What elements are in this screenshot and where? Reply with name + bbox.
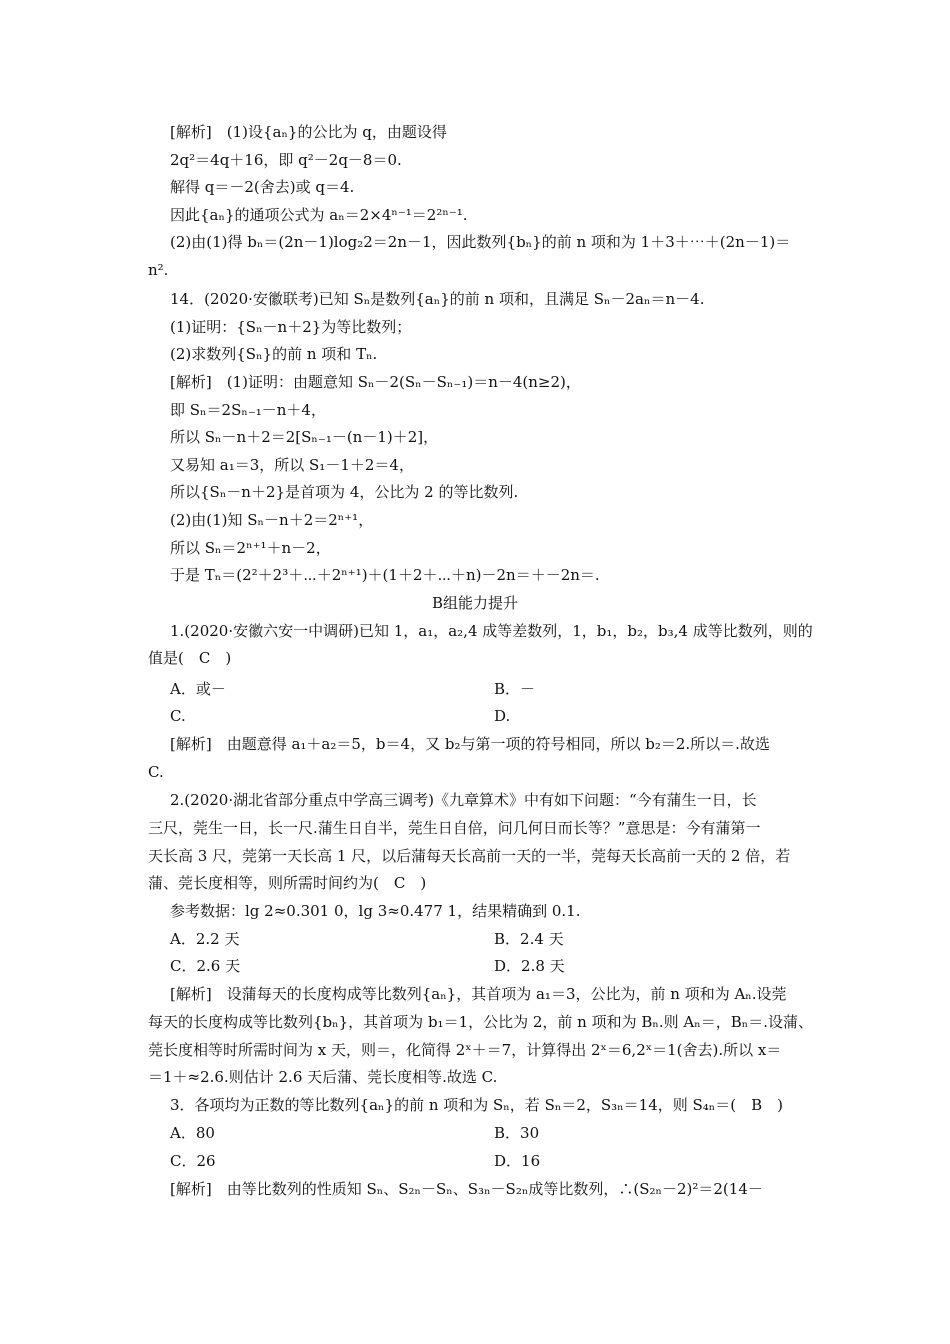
text-line: 每天的长度构成等比数列{bₙ}，其首项为 b₁＝1，公比为 2，前 n 项和为 Bₙ.则 Aₙ＝，Bₙ＝.设蒲、 bbox=[148, 1013, 814, 1031]
text-line: [解析] (1)证明：由题意知 Sₙ－2(Sₙ－Sₙ₋₁)＝n－4(n≥2)， bbox=[170, 373, 581, 391]
text-line: 所以{Sₙ－n＋2}是首项为 4，公比为 2 的等比数列. bbox=[170, 483, 519, 501]
text-line: [解析] 由等比数列的性质知 Sₙ、S₂ₙ－Sₙ、S₃ₙ－S₂ₙ成等比数列，∴(S₂ₙ－2)²＝2(14－ bbox=[170, 1180, 763, 1198]
text-line: 天长高 3 尺，莞第一天长高 1 尺，以后蒲每天长高前一天的一半，莞每天长高前一天的 2 倍，若 bbox=[148, 847, 791, 865]
option-a: A．80 bbox=[170, 1124, 215, 1142]
section-title: B组能力提升 bbox=[431, 594, 519, 612]
text-line: C. bbox=[148, 763, 164, 781]
text-line: (2)由(1)知 Sₙ－n＋2＝2ⁿ⁺¹， bbox=[170, 511, 374, 529]
text-line: ＝1＋≈2.6.则估计 2.6 天后蒲、莞长度相等.故选 C. bbox=[148, 1068, 498, 1086]
text-line: [解析] 由题意得 a₁＋a₂＝5，b＝4，又 b₂与第一项的符号相同，所以 b₂＝2.所以＝.故选 bbox=[170, 735, 770, 753]
text-line: 2q²＝4q＋16，即 q²－2q－8＝0. bbox=[170, 151, 402, 169]
question-1: 1.(2020·安徽六安一中调研)已知 1，a₁，a₂,4 成等差数列，1，b₁，b₂，b₃,4 成等比数列，则的 bbox=[170, 622, 813, 640]
question-2: 2.(2020·湖北省部分重点中学高三调考)《九章算术》中有如下问题：“今有蒲生一日，长 bbox=[170, 791, 757, 809]
text-line: [解析] 设蒲每天的长度构成等比数列{aₙ}，其首项为 a₁＝3，公比为，前 n 项和为 Aₙ.设莞 bbox=[170, 985, 787, 1003]
option-d: D．2.8 天 bbox=[494, 957, 565, 975]
option-b: B．30 bbox=[494, 1124, 540, 1142]
text-line: (2)由(1)得 bₙ＝(2n－1)log₂2＝2n－1，因此数列{bₙ}的前 n 项和为 1＋3＋⋯＋(2n－1)＝ bbox=[170, 233, 791, 251]
option-d: D. bbox=[494, 707, 511, 725]
question-3: 3．各项均为正数的等比数列{aₙ}的前 n 项和为 Sₙ，若 Sₙ＝2，S₃ₙ＝14，则 S₄ₙ＝( B ) bbox=[170, 1096, 784, 1114]
text-line: 解得 q＝－2(舍去)或 q＝4. bbox=[170, 178, 355, 196]
option-c: C．26 bbox=[170, 1152, 216, 1170]
text-line: 参考数据：lg 2≈0.301 0，lg 3≈0.477 1，结果精确到 0.1. bbox=[170, 902, 581, 920]
text-line: 三尺，莞生一日，长一尺.蒲生日自半，莞生日自倍，问几何日而长等？”意思是：今有蒲第一 bbox=[148, 819, 761, 837]
text-line: 所以 Sₙ＝2ⁿ⁺¹＋n－2， bbox=[170, 539, 331, 557]
text-line: 蒲、莞长度相等，则所需时间约为( C ) bbox=[148, 874, 427, 892]
text-line: 莞长度相等时所需时间为 x 天，则＝，化简得 2ˣ＋＝7，计算得出 2ˣ＝6,2ˣ＝1(舍去).所以 x＝ bbox=[148, 1041, 782, 1059]
text-line: 因此{aₙ}的通项公式为 aₙ＝2×4ⁿ⁻¹＝2²ⁿ⁻¹. bbox=[170, 206, 468, 224]
option-b: B．－ bbox=[494, 680, 536, 698]
question-14: 14．(2020·安徽联考)已知 Sₙ是数列{aₙ}的前 n 项和，且满足 Sₙ－2aₙ＝n－4. bbox=[170, 290, 705, 308]
text-line: 所以 Sₙ－n＋2＝2[Sₙ₋₁－(n－1)＋2]， bbox=[170, 428, 439, 446]
option-b: B．2.4 天 bbox=[494, 930, 564, 948]
text-line: 即 Sₙ＝2Sₙ₋₁－n＋4， bbox=[170, 401, 326, 419]
text-line: (2)求数列{Sₙ}的前 n 项和 Tₙ. bbox=[170, 345, 378, 363]
option-a: A．或－ bbox=[170, 680, 226, 698]
option-a: A．2.2 天 bbox=[170, 930, 240, 948]
text-line: (1)证明：{Sₙ－n＋2}为等比数列； bbox=[170, 318, 412, 336]
text-line: 于是 Tₙ＝(2²＋2³＋⋯＋2ⁿ⁺¹)＋(1＋2＋⋯＋n)－2n＝＋－2n＝. bbox=[170, 566, 600, 584]
text-line: 又易知 a₁＝3，所以 S₁－1＋2＝4， bbox=[170, 456, 414, 474]
text-line: n². bbox=[148, 261, 169, 279]
text-line: 值是( C ) bbox=[148, 649, 232, 667]
option-c: C. bbox=[170, 707, 186, 725]
text-line: [解析] (1)设{aₙ}的公比为 q，由题设得 bbox=[170, 123, 447, 141]
option-c: C．2.6 天 bbox=[170, 957, 241, 975]
option-d: D．16 bbox=[494, 1152, 541, 1170]
